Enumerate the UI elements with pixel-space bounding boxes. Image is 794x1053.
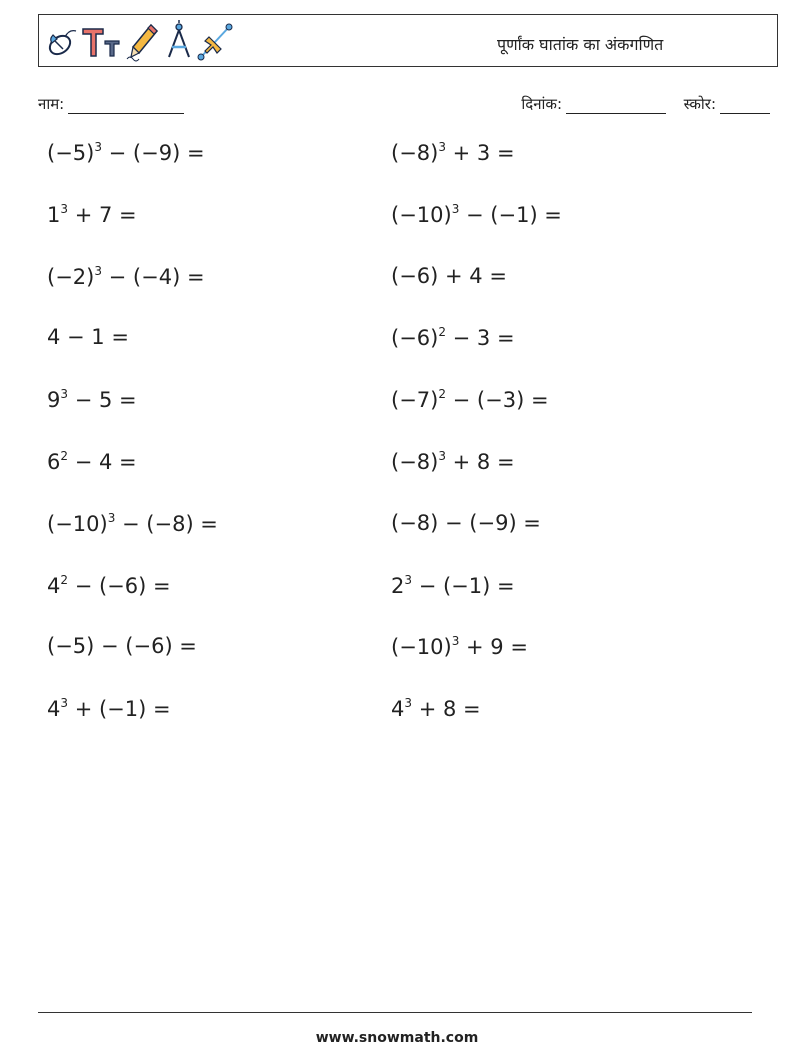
problem-item: [47, 264, 205, 289]
pencil-icon: [125, 19, 161, 63]
problem-base: (−5): [47, 141, 95, 165]
problem-rest: − (−1) =: [412, 573, 515, 598]
problem-rest: + 8 =: [412, 697, 481, 722]
problem-exponent: 3: [404, 572, 413, 587]
problem-rest: + 7 =: [68, 202, 137, 227]
problem-rest: − 4 =: [68, 450, 137, 474]
problem-rest: − (−1) =: [459, 202, 562, 227]
problem-rest: − (−3) =: [445, 388, 549, 413]
problem-item: [391, 634, 528, 659]
problem-exponent: 3: [438, 449, 446, 463]
problem-exponent: 2: [438, 325, 446, 340]
problem-item: [47, 140, 205, 165]
problem-rest: + 8 =: [445, 450, 515, 474]
problem-rest: + 9 =: [459, 635, 528, 660]
problem-base: (−8): [391, 450, 439, 474]
mouse-icon: [43, 19, 79, 63]
problem-exponent: 3: [60, 696, 69, 711]
problem-exponent: 2: [60, 572, 69, 587]
problem-item: [391, 325, 515, 350]
problem-rest: − 5 =: [68, 388, 137, 413]
problem-exponent: 3: [438, 140, 446, 154]
problem-item: [47, 325, 129, 349]
problem-item: [391, 202, 562, 227]
problem-base: (−8): [391, 141, 439, 165]
problem-rest: − (−4) =: [101, 264, 205, 289]
score-blank[interactable]: [720, 97, 770, 114]
problem-base: 2: [391, 573, 405, 598]
problem-item: [47, 696, 171, 721]
problem-base: (−2): [47, 264, 95, 289]
problem-base: 9: [47, 388, 61, 413]
problem-item: [391, 696, 481, 721]
problem-exponent: 2: [60, 449, 69, 463]
problem-exponent: 3: [60, 387, 69, 402]
problem-item: [391, 140, 515, 165]
problem-base: (−10): [47, 511, 108, 536]
problem-base: 1: [47, 202, 61, 227]
problem-exponent: 2: [438, 387, 446, 402]
problem-base: 4: [47, 697, 61, 722]
problem-exponent: 3: [94, 140, 102, 154]
problem-base: 4: [391, 697, 405, 722]
problem-base: (−5) − (−6) =: [47, 634, 197, 659]
worksheet-title: पूर्णांक घातांक का अंकगणित: [497, 35, 664, 54]
problem-item: [391, 573, 515, 598]
name-blank[interactable]: [68, 97, 184, 114]
problem-item: [47, 449, 137, 474]
problem-rest: − (−9) =: [101, 141, 205, 165]
header-box: [38, 14, 778, 67]
problem-item: [47, 634, 197, 658]
problem-base: 4: [47, 573, 61, 598]
name-label: नाम:: [38, 95, 65, 113]
problem-exponent: 3: [60, 201, 69, 216]
text-size-icon: [79, 19, 125, 63]
date-label: दिनांक:: [521, 95, 562, 113]
problem-item: [391, 511, 541, 535]
problem-exponent: 3: [94, 263, 102, 278]
date-score-fields: [521, 94, 770, 114]
problem-base: (−8) − (−9) =: [391, 510, 541, 535]
problem-base: 6: [47, 450, 61, 474]
problem-rest: − (−8) =: [115, 511, 218, 536]
name-field: [38, 94, 184, 114]
problem-item: [47, 202, 137, 227]
problem-item: [391, 449, 515, 474]
problem-exponent: 3: [107, 510, 116, 525]
problem-rest: − 3 =: [445, 326, 515, 351]
pin-icon: [197, 19, 233, 63]
problem-exponent: 3: [404, 696, 413, 711]
problem-exponent: 3: [451, 634, 460, 649]
problem-item: [47, 573, 171, 598]
problem-item: [47, 511, 218, 536]
problem-base: (−6): [391, 326, 439, 351]
problem-base: (−10): [391, 635, 452, 660]
problem-item: [391, 264, 507, 288]
problem-base: 4 − 1 =: [47, 325, 129, 350]
problem-exponent: 3: [451, 201, 460, 216]
problem-base: (−10): [391, 202, 452, 227]
footer-website: www.snowmath.com: [315, 1030, 479, 1046]
problem-item: [391, 387, 549, 412]
problem-rest: + 3 =: [445, 141, 515, 165]
compass-icon: [161, 19, 197, 63]
problem-base: (−6) + 4 =: [391, 263, 507, 288]
header-icons: [43, 18, 233, 64]
problem-item: [47, 387, 137, 412]
date-blank[interactable]: [566, 97, 666, 114]
problem-rest: − (−6) =: [68, 573, 171, 598]
score-label: स्कोर:: [683, 95, 716, 113]
footer-divider: [38, 1012, 752, 1013]
problem-rest: + (−1) =: [68, 697, 171, 722]
problem-base: (−7): [391, 388, 439, 413]
